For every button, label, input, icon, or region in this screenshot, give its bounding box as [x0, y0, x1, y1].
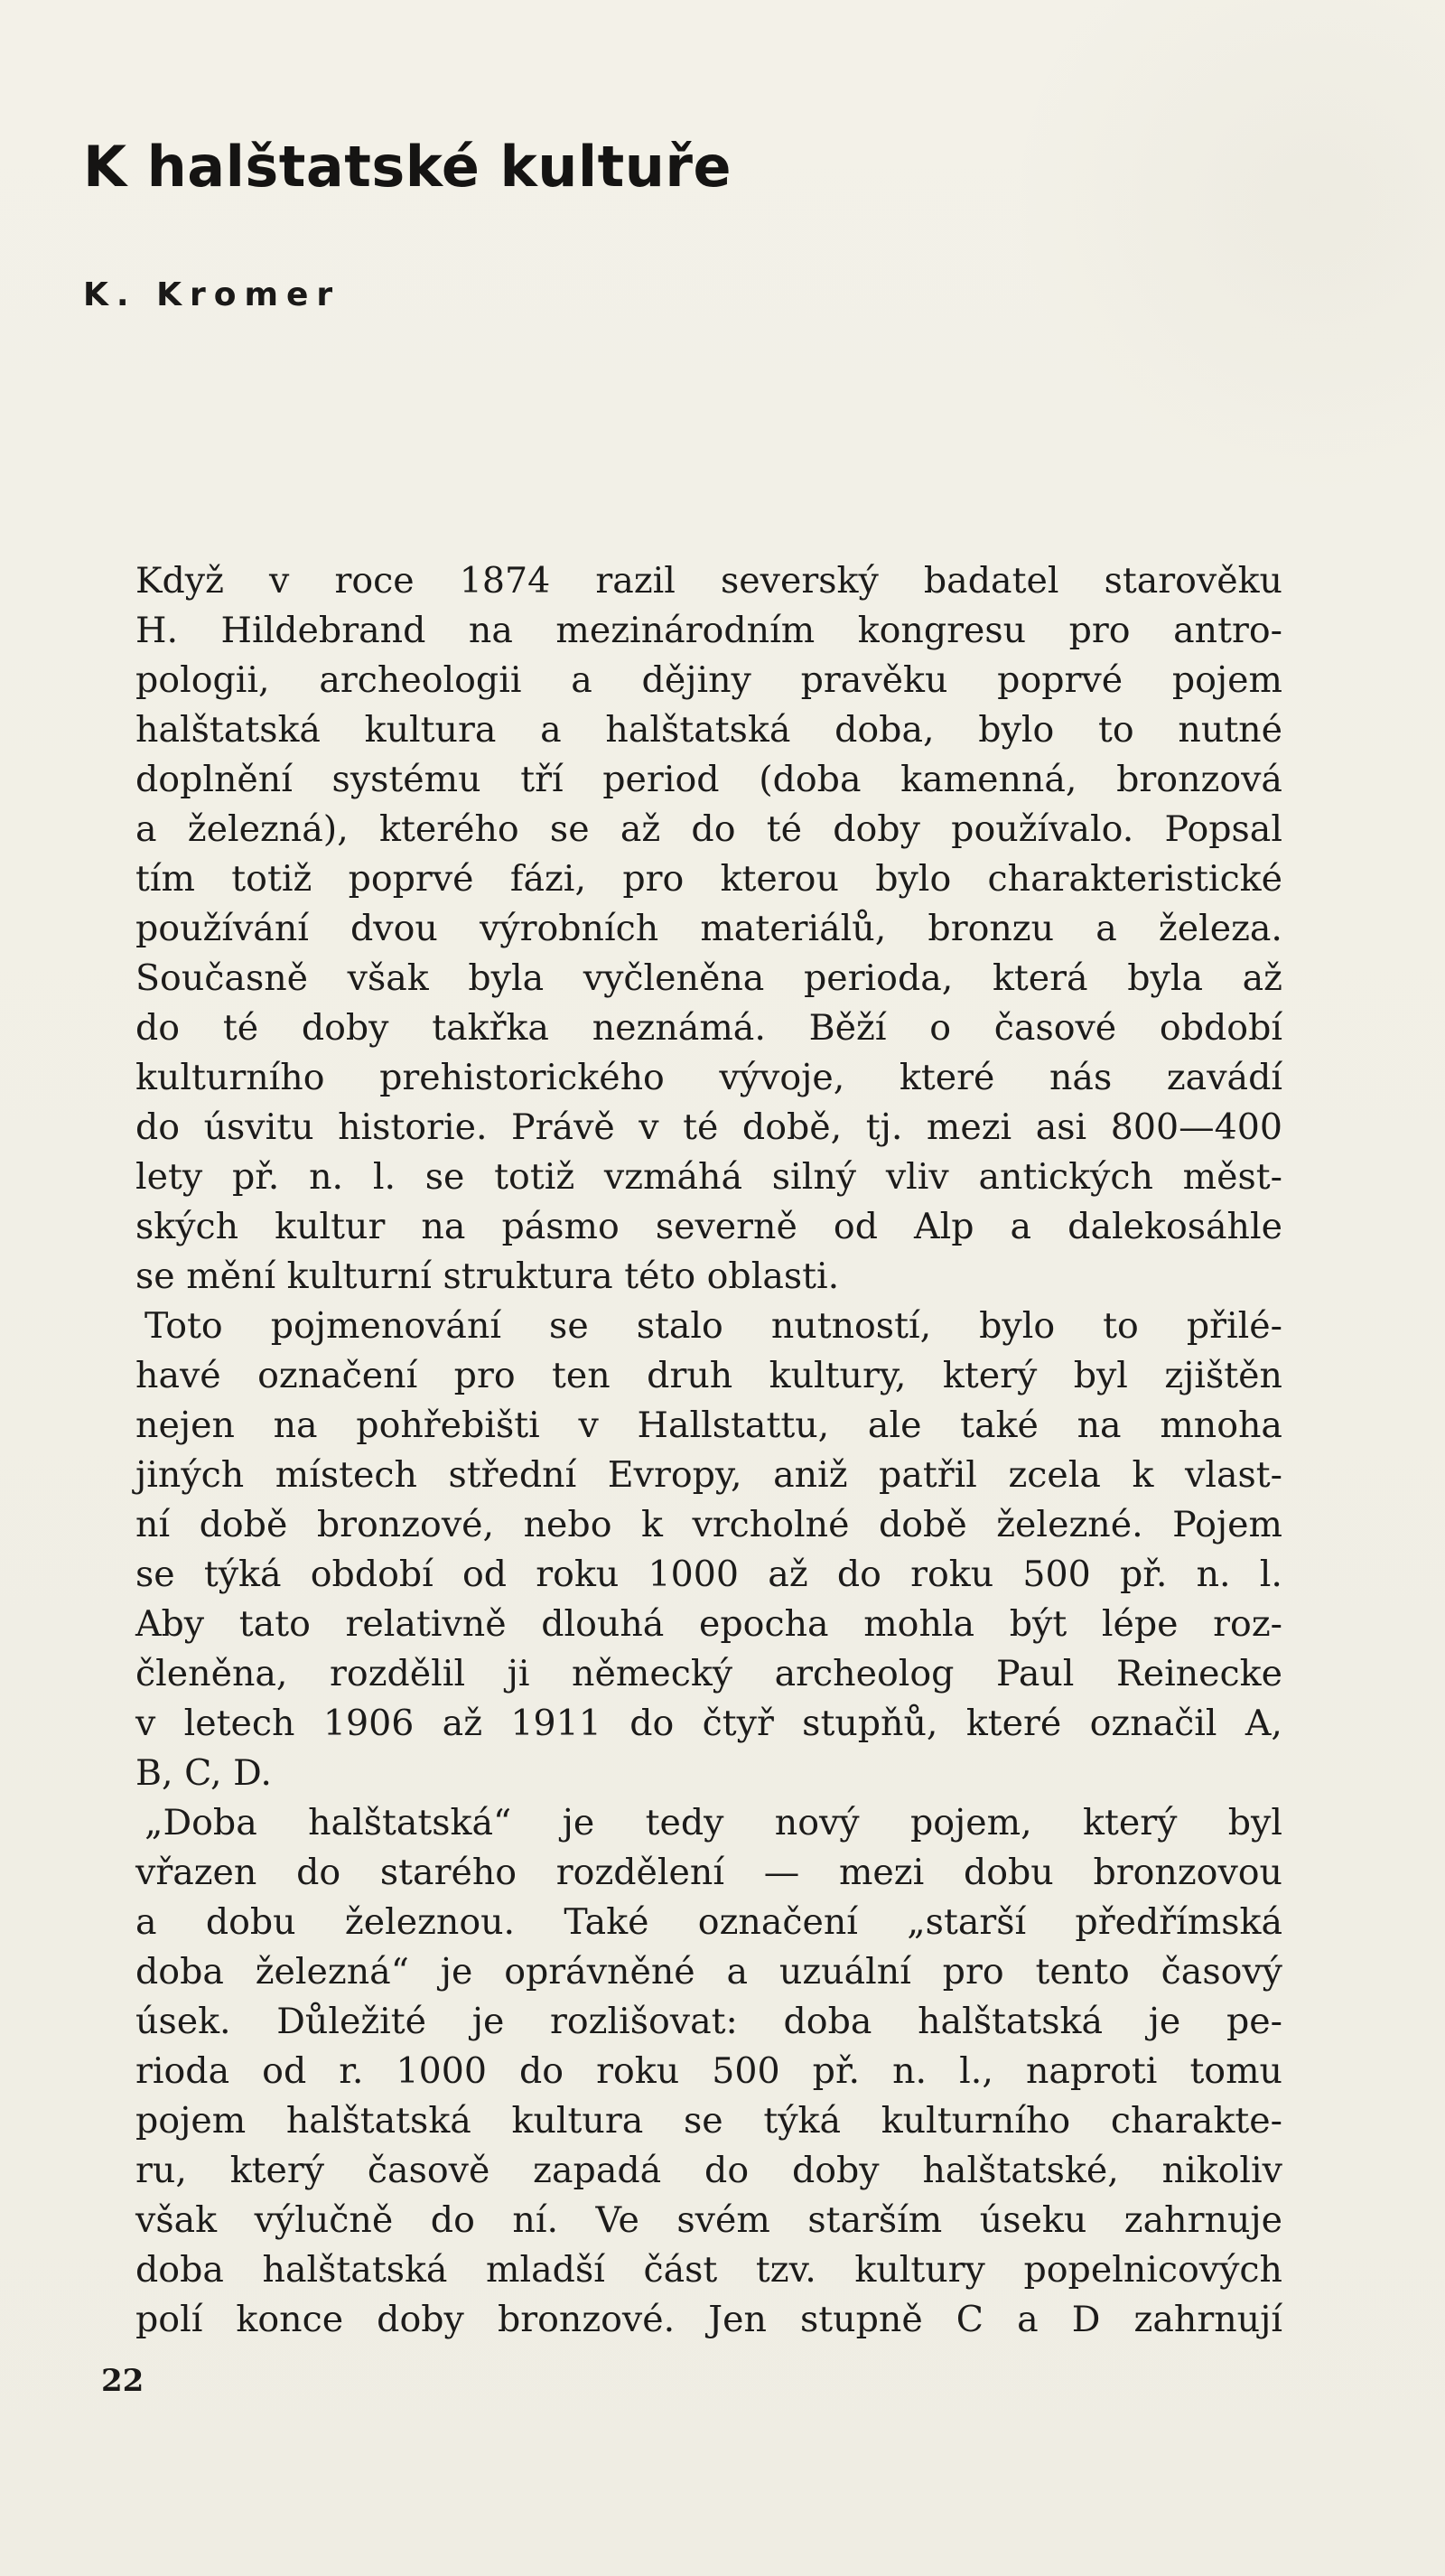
- text-line: do úsvitu historie. Právě v té době, tj. mezi asi 800—400: [135, 1106, 1282, 1148]
- text-line: nejen na pohřebišti v Hallstattu, ale také na mnoha: [135, 1405, 1282, 1446]
- article-title: K halštatské kultuře: [83, 134, 732, 200]
- text-line: rioda od r. 1000 do roku 500 př. n. l., naproti tomu: [135, 2050, 1282, 2092]
- text-line: H. Hildebrand na mezinárodním kongresu pro antro-: [135, 610, 1282, 651]
- text-line: úsek. Důležité je rozlišovat: doba halštatská je pe-: [135, 2001, 1282, 2042]
- text-line: a železná), kterého se až do té doby používalo. Popsal: [135, 808, 1282, 850]
- text-line: Toto pojmenování se stalo nutností, bylo to přilé-: [144, 1305, 1282, 1347]
- text-line: doplnění systému tří period (doba kamenná, bronzová: [135, 759, 1282, 800]
- text-line: a dobu železnou. Také označení „starší předřímská: [135, 1901, 1282, 1943]
- text-line: halštatská kultura a halštatská doba, bylo to nutné: [135, 709, 1282, 751]
- text-line: vřazen do starého rozdělení — mezi dobu bronzovou: [135, 1852, 1282, 1893]
- bleed-through-shadow: [1012, 0, 1445, 506]
- text-line: doba halštatská mladší část tzv. kultury popelnicových: [135, 2249, 1282, 2291]
- text-line: kulturního prehistorického vývoje, které nás zavádí: [135, 1057, 1282, 1098]
- text-line: „Doba halštatská“ je tedy nový pojem, který byl: [144, 1802, 1282, 1843]
- page-number: 22: [101, 2363, 144, 2399]
- text-line: v letech 1906 až 1911 do čtyř stupňů, které označil A,: [135, 1703, 1282, 1744]
- text-line: pojem halštatská kultura se týká kulturního charakte-: [135, 2100, 1282, 2142]
- text-line: jiných místech střední Evropy, aniž patřil zcela k vlast-: [135, 1454, 1282, 1496]
- text-line: ru, který časově zapadá do doby halštatské, nikoliv: [135, 2150, 1282, 2191]
- text-line: tím totiž poprvé fázi, pro kterou bylo charakteristické: [135, 858, 1282, 900]
- text-line: doba železná“ je oprávněné a uzuální pro tento časový: [135, 1951, 1282, 1993]
- text-line: B, C, D.: [135, 1752, 272, 1794]
- text-line: ských kultur na pásmo severně od Alp a dalekosáhle: [135, 1206, 1282, 1247]
- text-line: polí konce doby bronzové. Jen stupně C a D zahrnují: [135, 2299, 1282, 2340]
- text-line: lety př. n. l. se totiž vzmáhá silný vliv antických měst-: [135, 1156, 1282, 1198]
- text-line: se mění kulturní struktura této oblasti.: [135, 1255, 840, 1297]
- text-line: ní době bronzové, nebo k vrcholné době železné. Pojem: [135, 1504, 1282, 1545]
- text-line: Když v roce 1874 razil severský badatel starověku: [135, 560, 1282, 602]
- text-line: havé označení pro ten druh kultury, který byl zjištěn: [135, 1355, 1282, 1396]
- text-line: používání dvou výrobních materiálů, bronzu a železa.: [135, 908, 1282, 949]
- text-line: pologii, archeologii a dějiny pravěku poprvé pojem: [135, 659, 1282, 701]
- text-line: se týká období od roku 1000 až do roku 500 př. n. l.: [135, 1554, 1282, 1595]
- text-line: Aby tato relativně dlouhá epocha mohla být lépe roz-: [135, 1603, 1282, 1645]
- text-line: však výlučně do ní. Ve svém starším úseku zahrnuje: [135, 2199, 1282, 2241]
- text-line: do té doby takřka neznámá. Běží o časové období: [135, 1007, 1282, 1049]
- article-author: K. Kromer: [83, 276, 341, 313]
- text-line: Současně však byla vyčleněna perioda, která byla až: [135, 957, 1282, 999]
- article-body: [135, 556, 1282, 2345]
- text-line: členěna, rozdělil ji německý archeolog Paul Reinecke: [135, 1653, 1282, 1694]
